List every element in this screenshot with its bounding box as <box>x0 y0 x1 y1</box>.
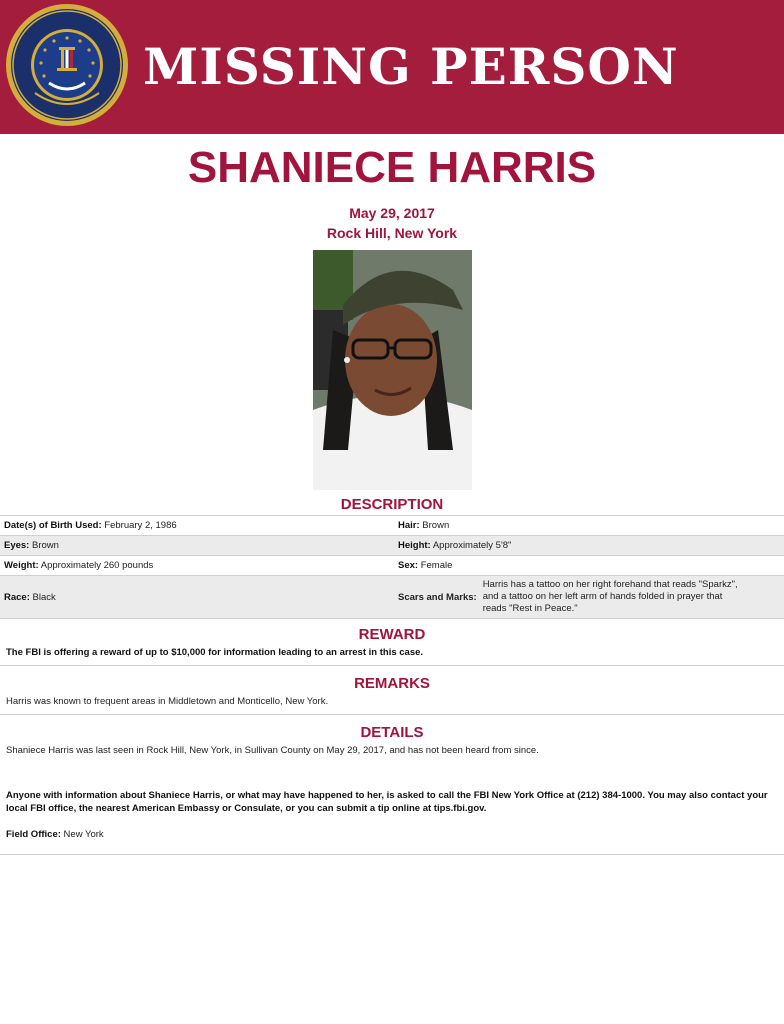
reward-heading: REWARD <box>358 626 426 643</box>
fbi-seal-icon <box>5 3 129 127</box>
banner-title: MISSING PERSON <box>143 37 679 96</box>
race-label: Race: <box>4 591 30 603</box>
field-office <box>6 828 778 841</box>
description-row <box>0 536 784 556</box>
remarks-text: Harris was known to frequent areas in Middletown and Monticello, New York. <box>6 696 329 707</box>
subject-name: SHANIECE HARRIS <box>187 143 597 192</box>
eyes-label: Eyes: <box>4 540 30 551</box>
header-banner <box>0 0 784 134</box>
divider <box>0 854 784 855</box>
contact-text: Anyone with information about Shaniece Harris, or what may have happened to her, is asked to call the FBI New York Office at (212) 384-1000. You may also contact your local FBI office, the nearest American Embassy or Consulate, or you can submit a tip online at tips.fbi.gov. <box>6 790 768 814</box>
height-value: Approximately 5'8" <box>432 540 512 551</box>
reward-text: The FBI is offering a reward of up to $10,000 for information leading to an arrest in this case. <box>6 647 424 658</box>
weight-value: Approximately 260 pounds <box>40 560 154 571</box>
description-table <box>0 515 784 619</box>
missing-location: Rock Hill, New York <box>326 225 458 241</box>
sex-value: Female <box>420 560 453 571</box>
dob-label: Date(s) of Birth Used: <box>4 520 102 531</box>
sex-label: Sex: <box>398 560 419 571</box>
hair-value: Brown <box>422 520 450 531</box>
description-row <box>0 516 784 536</box>
dob-value: February 2, 1986 <box>104 520 177 531</box>
divider <box>0 714 784 715</box>
description-row <box>0 556 784 576</box>
subject-photo <box>313 250 472 490</box>
details-text: Shaniece Harris was last seen in Rock Hill, New York, in Sullivan County on May 29, 2017, and has not been heard from since. <box>6 745 539 756</box>
scars-label: Scars and Marks: <box>398 591 477 603</box>
description-heading: DESCRIPTION <box>340 496 444 513</box>
scars-value: Harris has a tattoo on her right forehand that reads "Sparkz", and a tattoo on her left arm of hands folded in prayer that reads "Rest in Peace." <box>482 579 738 614</box>
race-value: Black <box>32 591 56 603</box>
weight-label: Weight: <box>4 560 39 571</box>
missing-date: May 29, 2017 <box>349 205 435 221</box>
eyes-value: Brown <box>32 540 59 551</box>
remarks-heading: REMARKS <box>354 675 430 692</box>
field-office-value: New York <box>63 829 104 840</box>
hair-label: Hair: <box>398 520 420 531</box>
description-row <box>0 576 784 619</box>
field-office-label: Field Office: <box>6 829 61 840</box>
details-heading: DETAILS <box>360 724 424 741</box>
height-label: Height: <box>398 540 431 551</box>
divider <box>0 665 784 666</box>
